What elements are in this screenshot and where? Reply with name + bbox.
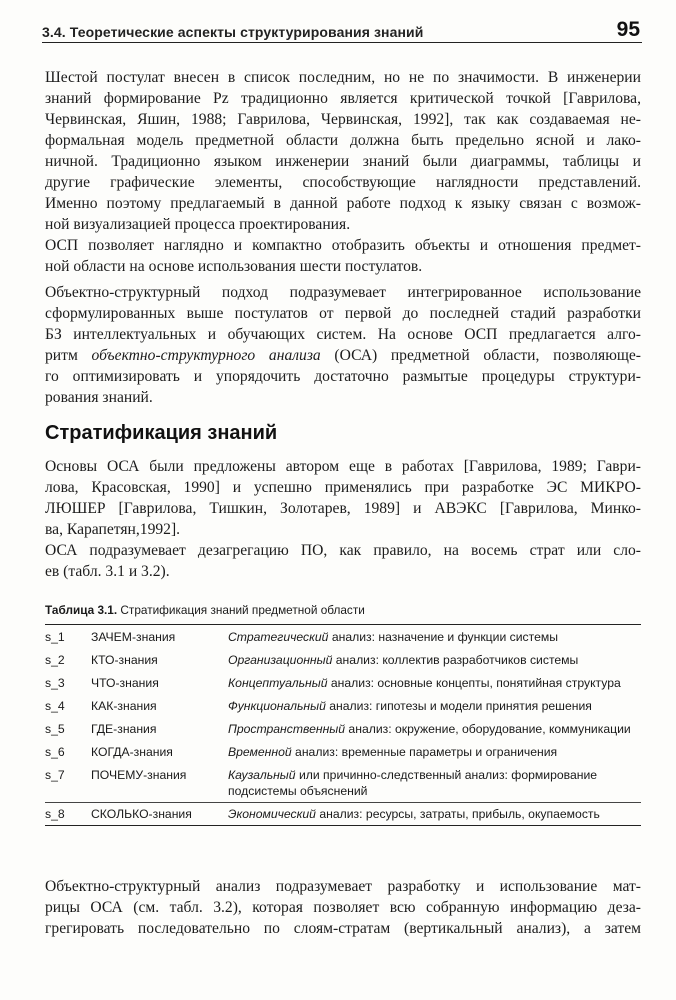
analysis-type: Экономический	[228, 807, 316, 821]
analysis-type: Временной	[228, 745, 292, 759]
text-line: Шестой постулат внесен в список последним, но не по значимости. В инженерии	[45, 69, 641, 86]
analysis-type: Стратегический	[228, 630, 329, 644]
analysis-type: Концептуальный	[228, 676, 328, 690]
knowledge-type: ЧТО-знания	[91, 676, 159, 690]
text-line	[45, 345, 641, 366]
analysis-text: анализ: окружение, оборудование, коммуникации	[345, 722, 631, 736]
knowledge-type: СКОЛЬКО-знания	[91, 803, 228, 826]
stratum-id: s_8	[45, 803, 91, 826]
text-line: рования знаний.	[45, 389, 153, 406]
analysis-type: Пространственный	[228, 722, 346, 736]
table-row	[45, 648, 641, 671]
text-line: Основы ОСА были предложены автором еще в работах [Гаврилова, 1989; Гаври-	[45, 458, 641, 475]
text-line: знаний формирование Pz традиционно является критической точкой [Гаврилова,	[45, 90, 641, 107]
text-line: ОСП позволяет наглядно и компактно отобразить объекты и отношения предмет-	[45, 237, 641, 254]
analysis-text: анализ: коллектив разработчиков системы	[332, 653, 579, 667]
knowledge-type: КТО-знания	[91, 653, 158, 667]
table-row	[45, 763, 641, 803]
emphasized-term: объектно-структурного анализа	[91, 347, 321, 364]
stratification-table	[45, 624, 641, 826]
text-line: сформулированных выше постулатов от первой до последней стадий разработки	[45, 305, 641, 322]
stratum-id: s_1	[45, 630, 65, 644]
stratum-id: s_5	[45, 722, 65, 736]
analysis-text: анализ: основные концепты, понятийная структура	[327, 676, 621, 690]
text-line: лова, Красовская, 1990] и успешно применялись при разработке ЭС МИКРО-	[45, 479, 641, 496]
text-line: рицы ОСА (см. табл. 3.2), которая позволяет всю собранную информацию деза-	[45, 899, 641, 916]
knowledge-type: ГДЕ-знания	[91, 722, 157, 736]
text-run: ритм	[45, 347, 92, 364]
analysis-text: анализ: временные параметры и ограничения	[291, 745, 558, 759]
paragraph-6	[45, 876, 641, 939]
text-line: Именно поэтому предлагаемый в данной работе подход к языку связан с возмож-	[45, 195, 641, 212]
text-line: го оптимизировать и упорядочить достаточно размытые процедуры структури-	[45, 368, 641, 385]
text-line: ЛЮШЕР [Гаврилова, Тишкин, Золотарев, 1989] и АВЭКС [Гаврилова, Минко-	[45, 500, 641, 517]
text-line: ОСА подразумевает дезагрегацию ПО, как правило, на восемь страт или сло-	[45, 542, 641, 559]
section-title: 3.4. Теоретические аспекты структурирования знаний	[42, 24, 424, 40]
running-header	[42, 16, 642, 43]
analysis-description	[228, 803, 641, 826]
table-row	[45, 740, 641, 763]
text-line: грегировать последовательно по слоям-стратам (вертикальный анализ), а затем	[45, 920, 641, 937]
table-caption-label: Таблица 3.1.	[45, 603, 118, 617]
knowledge-type: КОГДА-знания	[91, 745, 173, 759]
analysis-text: или причинно-следственный анализ: формирование подсистемы объяснений	[228, 768, 598, 798]
analysis-text: анализ: ресурсы, затраты, прибыль, окупаемость	[315, 807, 600, 821]
knowledge-type: ЗАЧЕМ-знания	[91, 630, 176, 644]
table-caption-text: Стратификация знаний предметной области	[120, 603, 365, 617]
analysis-type: Каузальный	[228, 768, 296, 782]
text-line: Объектно-структурный анализ подразумевает разработку и использование мат-	[45, 878, 641, 895]
stratum-id: s_6	[45, 745, 65, 759]
page-number: 95	[616, 18, 640, 41]
paragraph-2	[45, 235, 641, 277]
text-line: ничной. Традиционно языком инженерии знаний были диаграммы, таблицы и	[45, 153, 641, 170]
stratum-id: s_3	[45, 676, 65, 690]
analysis-type: Организационный	[228, 653, 333, 667]
table-row	[45, 625, 641, 649]
text-line: формальная модель предметной области должна быть предельно ясной и лако-	[45, 132, 641, 149]
stratum-id: s_4	[45, 699, 65, 713]
text-line: ной области на основе использования шести постулатов.	[45, 258, 423, 275]
analysis-text: анализ: гипотезы и модели принятия решения	[325, 699, 592, 713]
text-line: Червинская, Яшин, 1988; Гаврилова, Червинская, 1992], так как создаваемая не-	[45, 111, 641, 128]
section-heading: Стратификация знаний	[45, 422, 278, 444]
analysis-type: Функциональный	[228, 699, 326, 713]
table-row	[45, 717, 641, 740]
table-caption	[45, 603, 365, 617]
stratum-id: s_7	[45, 768, 65, 782]
analysis-description	[228, 671, 641, 694]
text-line: другие графические элементы, способствующие наглядности представлений.	[45, 174, 641, 191]
analysis-description	[228, 694, 641, 717]
paragraph-5	[45, 540, 641, 582]
text-line: ев (табл. 3.1 и 3.2).	[45, 563, 170, 580]
text-line: ва, Карапетян,1992].	[45, 521, 181, 538]
analysis-description	[228, 717, 641, 740]
text-line: Объектно-структурный подход подразумевает интегрированное использование	[45, 284, 641, 301]
text-line: БЗ интеллектуальных и обучающих систем. На основе ОСП предлагается алго-	[45, 326, 641, 343]
analysis-description	[228, 625, 641, 649]
text-run: (ОСА) предметной области, позволяюще-	[320, 347, 641, 364]
table-row	[45, 694, 641, 717]
analysis-description	[228, 648, 641, 671]
knowledge-type: КАК-знания	[91, 699, 157, 713]
analysis-description	[228, 763, 641, 803]
stratum-id: s_2	[45, 653, 65, 667]
table-row	[45, 803, 641, 826]
paragraph-1	[45, 67, 641, 235]
knowledge-type: ПОЧЕМУ-знания	[91, 768, 187, 782]
text-line: ной визуализацией процесса проектирования.	[45, 216, 351, 233]
paragraph-4	[45, 456, 641, 540]
analysis-description	[228, 740, 641, 763]
paragraph-3	[45, 282, 641, 408]
table-row	[45, 671, 641, 694]
analysis-text: анализ: назначение и функции системы	[328, 630, 559, 644]
